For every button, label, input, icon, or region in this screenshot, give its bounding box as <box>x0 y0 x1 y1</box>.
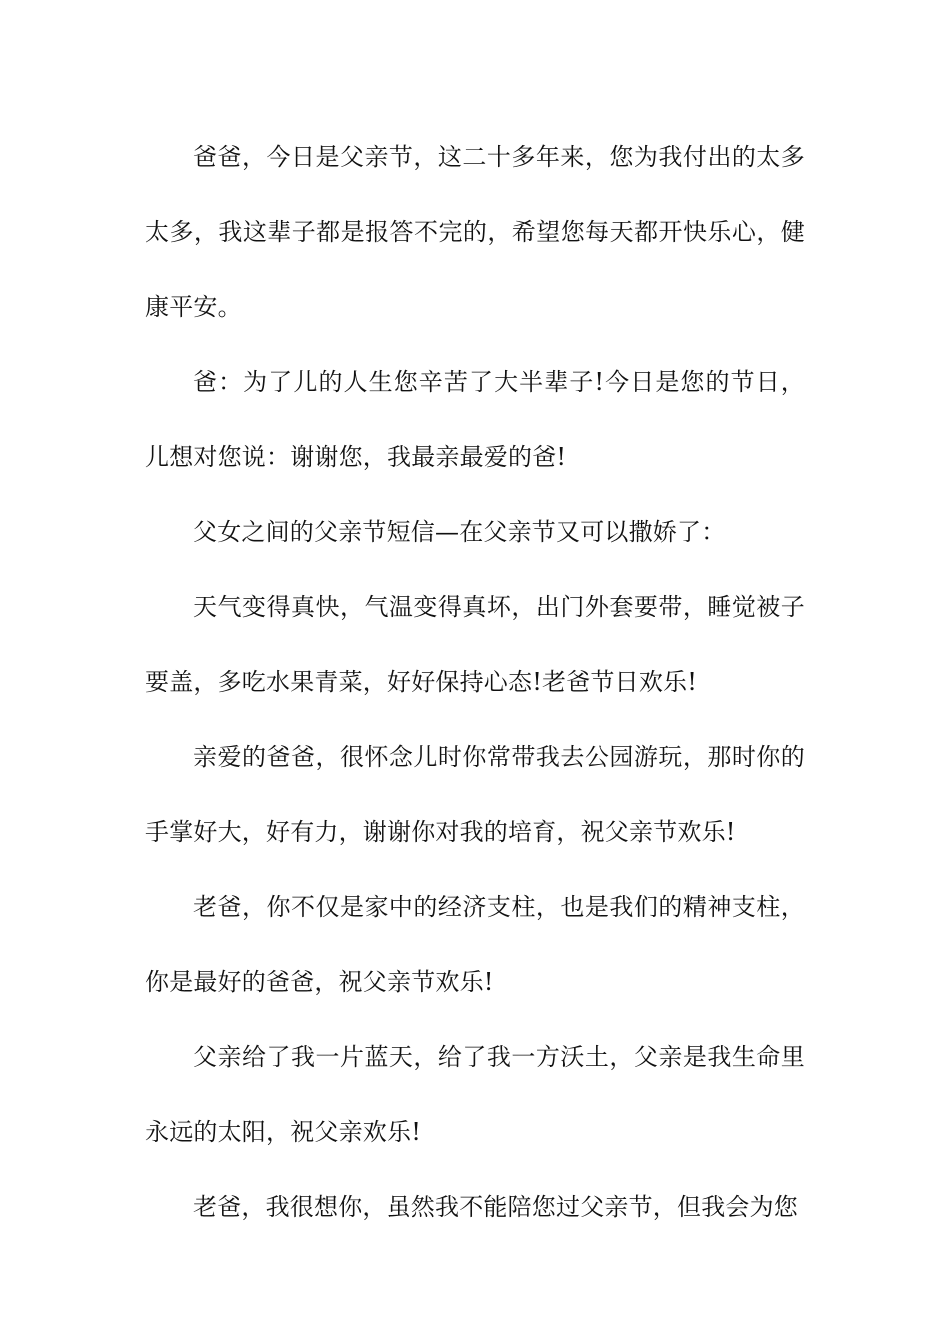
paragraph-6: 老爸，你不仅是家中的经济支柱，也是我们的精神支柱，你是最好的爸爸，祝父亲节欢乐! <box>145 893 805 996</box>
paragraph-3: 父女之间的父亲节短信—在父亲节又可以撒娇了： <box>193 518 726 546</box>
paragraph-7: 父亲给了我一片蓝天，给了我一方沃土，父亲是我生命里永远的太阳，祝父亲欢乐! <box>145 1043 805 1146</box>
paragraph-4: 天气变得真快，气温变得真坏，出门外套要带，睡觉被子要盖，多吃水果青菜，好好保持心态!老爸节日欢乐! <box>145 593 805 696</box>
paragraph-1: 爸爸，今日是父亲节，这二十多年来，您为我付出的太多太多，我这辈子都是报答不完的，希望您每天都开快乐心，健康平安。 <box>145 143 805 321</box>
paragraph-5: 亲爱的爸爸，很怀念儿时你常带我去公园游玩，那时你的手掌好大，好有力，谢谢你对我的培育，祝父亲节欢乐! <box>145 743 805 846</box>
paragraph-2: 爸：为了儿的人生您辛苦了大半辈子!今日是您的节日，儿想对您说：谢谢您，我最亲最爱的爸! <box>145 368 805 471</box>
paragraph-8: 老爸，我很想你，虽然我不能陪您过父亲节，但我会为您 <box>193 1193 798 1221</box>
